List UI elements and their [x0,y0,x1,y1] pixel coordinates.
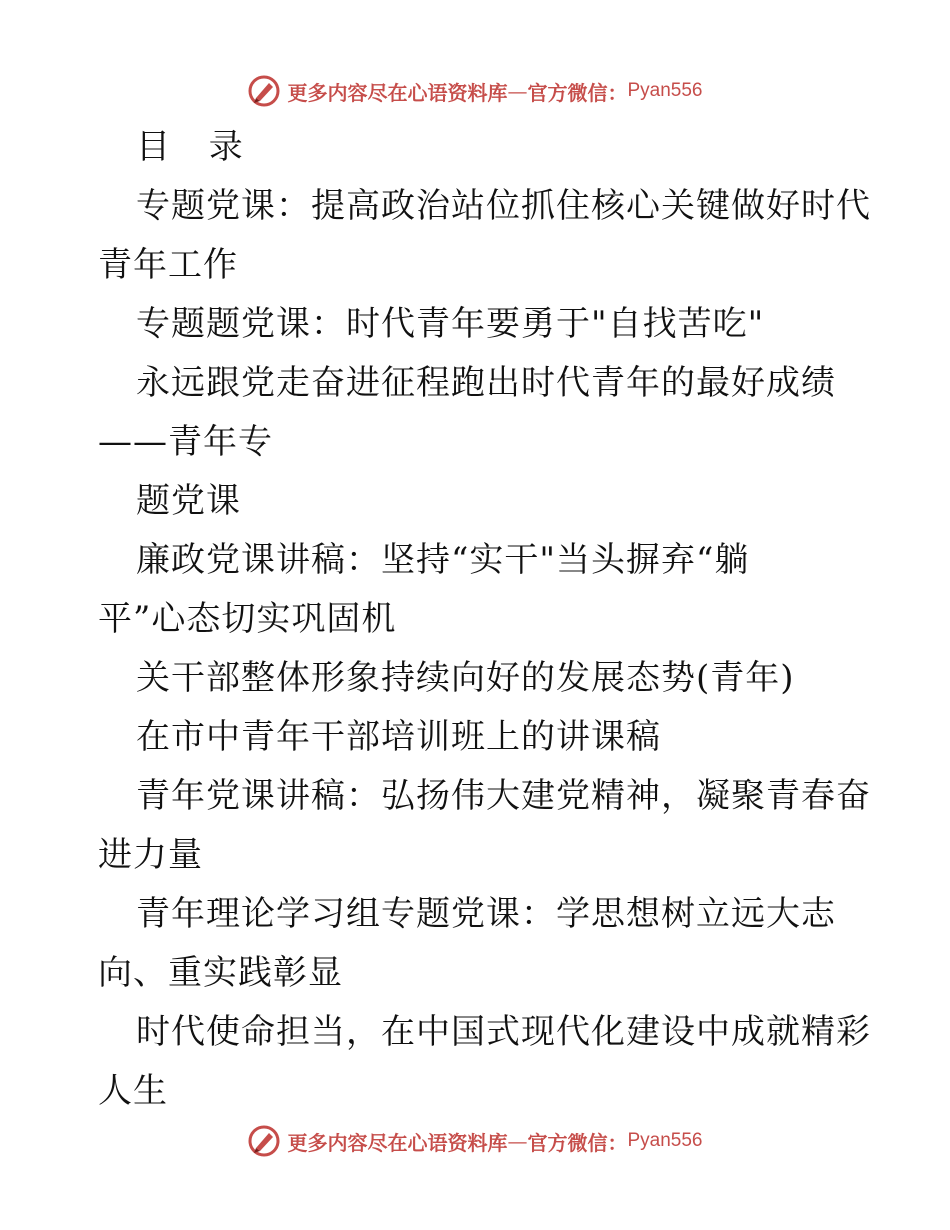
toc-line: 在市中青年干部培训班上的讲课稿 [136,717,661,757]
pen-logo-icon [247,1124,281,1158]
toc-line: ——青年专 [98,422,273,462]
toc-title: 目 录 [136,127,257,167]
toc-line: 人生 [98,1071,168,1111]
toc-line: 专题党课：提高政治站位抓住核心关键做好时代 [136,186,871,226]
banner-wechat-label: 官方微信： [527,1130,628,1155]
pen-logo-icon [247,74,281,108]
banner-wechat-id: Pyan556 [627,80,703,101]
toc-line: 专题题党课：时代青年要勇于"自找苦吃" [136,304,765,344]
toc-line: 平”心态切实巩固机 [98,599,397,639]
toc-line: 青年理论学习组专题党课：学思想树立远大志 [136,894,836,934]
banner-main-text: 更多内容尽在心语资料库 [287,80,508,105]
banner-separator: — [507,1129,528,1153]
banner-main-text: 更多内容尽在心语资料库 [287,1130,508,1155]
toc-line: 时代使命担当，在中国式现代化建设中成就精彩 [136,1012,871,1052]
toc-line: 进力量 [98,835,203,875]
toc-line: 青年党课讲稿：弘扬伟大建党精神，凝聚青春奋 [136,776,871,816]
toc-line: 青年工作 [98,245,238,285]
toc-line: 题党课 [136,481,241,521]
toc-line: 廉政党课讲稿：坚持“实干"当头摒弃“躺 [136,540,750,580]
table-of-contents [98,118,871,1121]
header-banner [0,71,950,111]
toc-line: 向、重实践彰显 [98,953,343,993]
banner-wechat-label: 官方微信： [527,80,628,105]
toc-line: 永远跟党走奋进征程跑出时代青年的最好成绩 [136,363,836,403]
banner-separator: — [507,79,528,103]
banner-wechat-id: Pyan556 [627,1130,703,1151]
footer-banner [0,1121,950,1161]
toc-line: 关干部整体形象持续向好的发展态势(青年) [136,658,795,698]
